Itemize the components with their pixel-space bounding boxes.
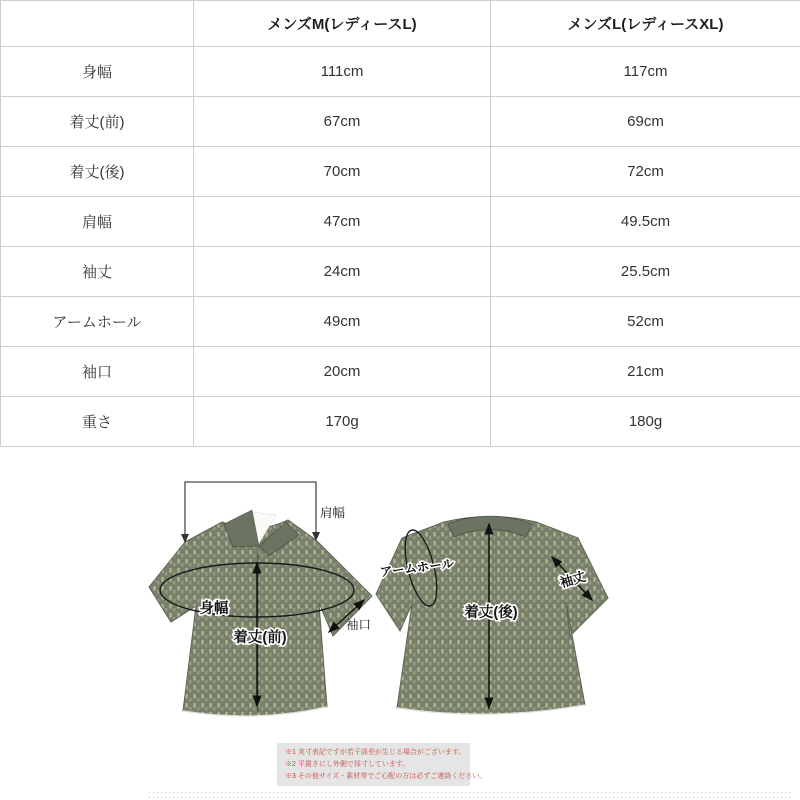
row-value-m: 24cm (194, 247, 491, 297)
body-width-label: 身幅 (199, 601, 229, 617)
table-row (1, 197, 800, 247)
size-table-corner-cell (1, 1, 194, 47)
row-value-l: 72cm (491, 147, 800, 197)
table-row (1, 347, 800, 397)
row-value-l: 25.5cm (491, 247, 800, 297)
note-line-1: ※1 実寸表記ですが若干誤差が生じる場合がございます。 (285, 749, 466, 756)
row-value-l: 180g (491, 397, 800, 447)
size-table-column-mens-l: メンズL(レディースXL) (491, 1, 800, 47)
measurement-notes-box (277, 743, 487, 786)
row-value-m: 111cm (194, 47, 491, 97)
back-length-label: 着丈(後) (464, 605, 518, 621)
cuff-label: 袖口 (346, 618, 372, 632)
row-label: 身幅 (1, 47, 194, 97)
row-value-m: 70cm (194, 147, 491, 197)
size-table-column-mens-m: メンズM(レディースL) (194, 1, 491, 47)
row-value-l: 49.5cm (491, 197, 800, 247)
sleeve-length-label: 袖丈 (558, 568, 588, 591)
row-value-l: 69cm (491, 97, 800, 147)
row-value-l: 52cm (491, 297, 800, 347)
row-value-m: 170g (194, 397, 491, 447)
table-row (1, 397, 800, 447)
note-line-3: ※3 その他サイズ・素材等でご心配の方は必ずご連絡ください。 (285, 773, 487, 780)
table-row (1, 47, 800, 97)
table-row (1, 297, 800, 347)
armhole-label: アームホール (379, 556, 455, 580)
row-value-m: 67cm (194, 97, 491, 147)
row-value-l: 117cm (491, 47, 800, 97)
shirt-front-illustration (149, 510, 372, 716)
table-row (1, 97, 800, 147)
dotted-divider-bottom (149, 797, 793, 798)
row-label: 袖口 (1, 347, 194, 397)
shoulder-width-label: 肩幅 (320, 506, 346, 520)
row-label: 着丈(後) (1, 147, 194, 197)
row-label: 袖丈 (1, 247, 194, 297)
row-value-m: 49cm (194, 297, 491, 347)
table-row (1, 247, 800, 297)
row-label: 着丈(前) (1, 97, 194, 147)
row-value-m: 20cm (194, 347, 491, 397)
size-table-header-row (1, 1, 800, 47)
front-length-label: 着丈(前) (233, 630, 287, 646)
row-value-l: 21cm (491, 347, 800, 397)
row-label: アームホール (1, 297, 194, 347)
dotted-divider-top (149, 792, 793, 793)
row-label: 重さ (1, 397, 194, 447)
note-line-2: ※2 平置きにし外側で採寸しています。 (285, 761, 410, 768)
row-label: 肩幅 (1, 197, 194, 247)
table-row (1, 147, 800, 197)
size-table-body (1, 47, 800, 447)
row-value-m: 47cm (194, 197, 491, 247)
